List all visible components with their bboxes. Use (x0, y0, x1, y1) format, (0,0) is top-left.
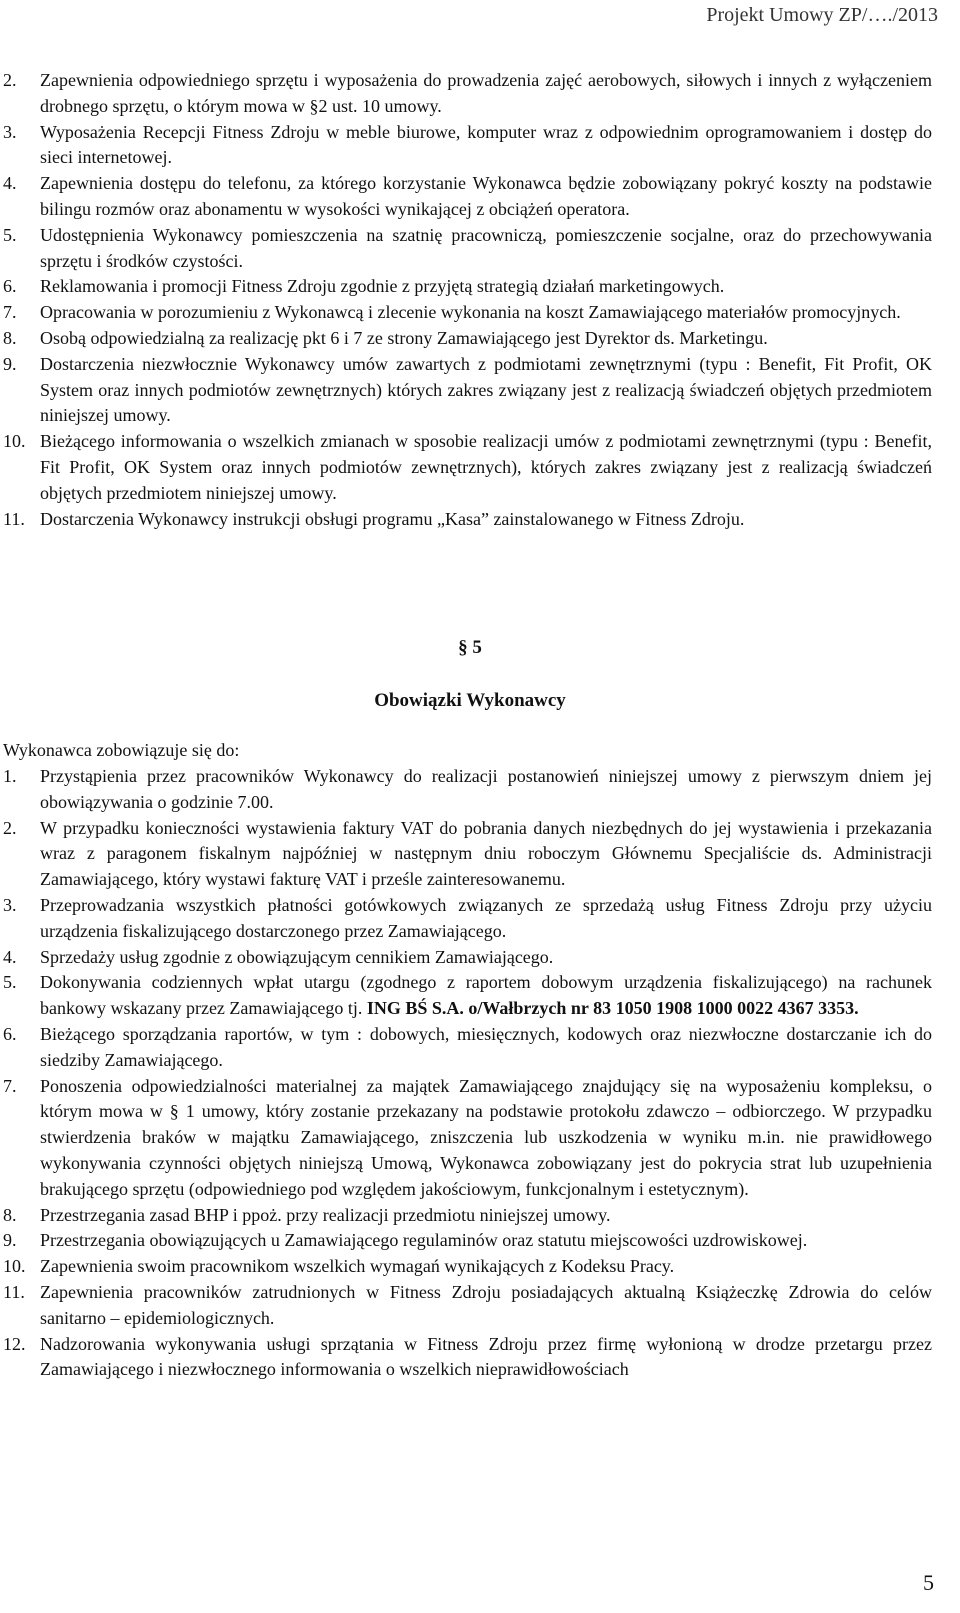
list-item (0, 507, 960, 533)
list-item-number: 4. (3, 173, 17, 194)
list-item-body: Osobą odpowiedzialną za realizację pkt 6 i 7 ze strony Zamawiającego jest Dyrektor ds. Marketingu. (40, 327, 768, 348)
list-item-text (40, 509, 744, 529)
list-item-text (40, 354, 932, 426)
list-item-text (40, 818, 932, 890)
list-item (0, 1228, 960, 1254)
list-item-number: 2. (3, 817, 17, 838)
list-item-body: Bieżącego informowania o wszelkich zmianach w sposobie realizacji umów z podmiotami zewnętrznymi (typu : Benefit, Fit Profit, OK System oraz innych podmiotów zewnętrznych), których zakres związany jest z realizacją świadczeń objętych przedmiotem niniejszej umowy. (40, 431, 932, 503)
list-item-number: 5. (3, 972, 17, 993)
list-item-body: Przestrzegania obowiązujących u Zamawiającego regulaminów oraz statutu miejscowości uzdrowiskowej. (40, 1230, 808, 1251)
list-item (0, 1203, 960, 1229)
list-item (0, 970, 960, 1022)
list-item (0, 300, 960, 326)
list-item-number: 7. (3, 302, 17, 323)
list-item-text (40, 1205, 610, 1225)
list-item-text (40, 972, 932, 1018)
list-item-number: 10. (3, 1256, 26, 1277)
list-item-body: Wyposażenia Recepcji Fitness Zdroju w meble biurowe, komputer wraz z odpowiednim oprogramowaniem i dostęp do sieci internetowej. (40, 121, 932, 168)
list-item-body: Przystąpienia przez pracowników Wykonawcy do realizacji postanowień niniejszej umowy z pierwszym dniem jej obowiązywania o godzinie 7.00. (40, 766, 932, 812)
list-item-body: Bieżącego sporządzania raportów, w tym : dobowych, miesięcznych, kodowych oraz niezwłoczne dostarczanie ich do siedziby Zamawiającego. (40, 1023, 932, 1070)
list-item (0, 120, 960, 172)
list-item-body: Reklamowania i promocji Fitness Zdroju zgodnie z przyjętą strategią działań marketingowych. (40, 276, 725, 297)
list-item-number: 6. (3, 1023, 17, 1044)
list-item-number: 12. (3, 1333, 26, 1354)
list-item-text (40, 947, 553, 967)
list-item-number: 2. (3, 70, 17, 90)
list-item-body: Dostarczenia Wykonawcy instrukcji obsługi programu „Kasa” zainstalowanego w Fitness Zdroju. (40, 508, 745, 529)
list-item (0, 816, 960, 893)
list-item-number: 4. (3, 946, 17, 967)
list-item-text (40, 766, 932, 812)
wykonawca-obligations-list (0, 764, 960, 1383)
list-item-number: 6. (3, 276, 17, 297)
list-item (0, 1280, 960, 1332)
list-item-body: Zapewnienia swoim pracownikom wszelkich wymagań wynikających z Kodeksu Pracy. (40, 1256, 675, 1277)
list-item (0, 1332, 960, 1384)
list-item-number: 3. (3, 894, 17, 915)
list-item (0, 1022, 960, 1074)
list-item-number: 9. (3, 353, 17, 374)
list-item (0, 223, 960, 275)
list-item-body: Sprzedaży usług zgodnie z obowiązującym cennikiem Zamawiającego. (40, 946, 554, 967)
document-header: Projekt Umowy ZP/…./2013 (706, 4, 938, 26)
list-item-text (40, 1256, 674, 1276)
list-item-body: Udostępnienia Wykonawcy pomieszczenia na szatnię pracowniczą, pomieszczenie socjalne, oraz do przechowywania sprzętu i środków czystości. (40, 224, 932, 271)
list-item-text (40, 302, 901, 322)
list-item (0, 429, 960, 506)
list-item-body: Zapewnienia odpowiedniego sprzętu i wyposażenia do prowadzenia zajęć aerobowych, siłowych i innych z wyłączeniem drobnego sprzętu, o którym mowa w §2 ust. 10 umowy. (40, 70, 932, 116)
list-item (0, 352, 960, 429)
list-item-body: Zapewnienia dostępu do telefonu, za którego korzystanie Wykonawca będzie zobowiązany pokryć koszty na podstawie bilingu rozmów oraz abonamentu w wysokości wynikającej z obciążeń operatora. (40, 173, 932, 219)
list-item (0, 1254, 960, 1280)
list-item-number: 7. (3, 1075, 17, 1096)
list-item-body: W przypadku konieczności wystawienia faktury VAT do pobrania danych niezbędnych do jej wystawienia i przekazania wraz z paragonem fiskalnym najpóźniej w następnym dniu roboczym Głównemu Specjaliście ds. Administracji Zamawiającego, który wystawi fakturę VAT i prześle zainteresowanemu. (40, 817, 932, 890)
list-item-text (40, 225, 932, 271)
list-item-text (40, 1334, 932, 1380)
list-item-text (40, 70, 932, 116)
list-item-body: Dokonywania codziennych wpłat utargu (zgodnego z raportem dobowym urządzenia fiskalizującego) na rachunek bankowy wskazany przez Zamawiającego tj. (40, 972, 932, 1019)
list-item-body: Ponoszenia odpowiedzialności materialnej za majątek Zamawiającego znajdujący się na wyposażeniu kompleksu, o którym mowa w § 1 umowy, który zostanie przekazany na podstawie protokołu zdawczo – odbiorczego. W przypadku stwierdzenia braków w majątku Zamawiającego, zniszczenia lub uszkodzenia w wyniku m.in. nie prawidłowego wykonywania czynności objętych niniejszą Umową, Wykonawca zobowiązany jest do pokrycia strat lub uzupełnienia brakującego sprzętu (odpowiedniego pod względem jakościowym, funkcjonalnym i estetycznym). (40, 1075, 932, 1199)
list-item-body: Nadzorowania wykonywania usługi sprzątania w Fitness Zdroju przez firmę wyłonioną w drodze przetargu przez Zamawiającego i niezwłocznego informowania o wszelkich nieprawidłowościach (40, 1333, 932, 1380)
section-intro: Wykonawca zobowiązuje się do: (3, 740, 240, 760)
list-item-number: 9. (3, 1230, 17, 1251)
list-item-body: Dostarczenia niezwłocznie Wykonawcy umów zawartych z podmiotami zewnętrznymi (typu : Benefit, Fit Profit, OK System oraz innych podmiotów zewnętrznych) których zakres związany jest z realizacją świadczeń objętych przedmiotem niniejszej umowy. (40, 353, 932, 426)
list-item (0, 326, 960, 352)
list-item-number: 3. (3, 121, 17, 142)
list-item-text (40, 328, 768, 348)
page-number: 5 (923, 1570, 934, 1595)
list-item (0, 68, 960, 120)
list-item-text (40, 1024, 932, 1070)
list-item-number: 11. (3, 1281, 25, 1302)
list-item (0, 945, 960, 971)
list-item (0, 764, 960, 816)
list-item-body: Przestrzegania zasad BHP i ppoż. przy realizacji przedmiotu niniejszej umowy. (40, 1204, 611, 1225)
zamawiajacy-obligations-list (0, 68, 960, 532)
list-item-text (40, 895, 932, 941)
list-item-text (40, 1076, 932, 1199)
section-title: Obowiązki Wykonawcy (374, 690, 566, 711)
list-item-text (40, 122, 932, 168)
list-item-body: Opracowania w porozumieniu z Wykonawcą i zlecenie wykonania na koszt Zamawiającego materiałów promocyjnych. (40, 302, 901, 323)
bank-account-details: ING BŚ S.A. o/Wałbrzych nr 83 1050 1908 1000 0022 4367 3353. (366, 998, 859, 1019)
list-item-text (40, 276, 724, 296)
list-item (0, 274, 960, 300)
list-item (0, 171, 960, 223)
list-item-number: 8. (3, 1204, 17, 1225)
list-item-text (40, 173, 932, 219)
list-item-number: 10. (3, 431, 26, 452)
section-number: § 5 (458, 637, 482, 658)
list-item-body: Zapewnienia pracowników zatrudnionych w Fitness Zdroju posiadających aktualną Książeczkę Zdrowia do celów sanitarno – epidemiologicznych. (40, 1281, 932, 1328)
list-item-number: 8. (3, 327, 17, 348)
list-item-text (40, 1230, 807, 1250)
list-item-text (40, 431, 932, 503)
list-item (0, 893, 960, 945)
list-item-number: 11. (3, 508, 25, 529)
list-item-text (40, 1282, 932, 1328)
list-item-number: 5. (3, 224, 17, 245)
list-item (0, 1074, 960, 1203)
list-item-body: Przeprowadzania wszystkich płatności gotówkowych związanych ze sprzedażą usług Fitness Zdroju przy użyciu urządzenia fiskalizującego dostarczonego przez Zamawiającego. (40, 894, 932, 941)
list-item-number: 1. (3, 766, 17, 786)
